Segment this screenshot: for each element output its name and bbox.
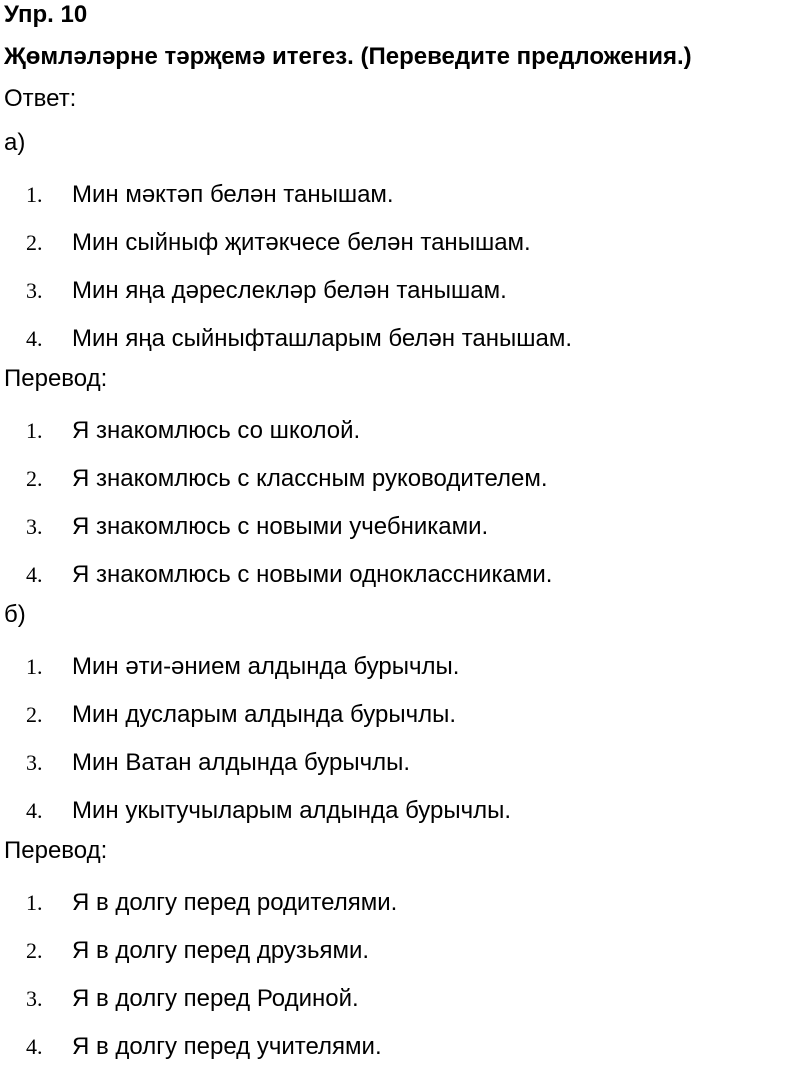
list-item: [4, 220, 800, 268]
item-number: 1.: [26, 418, 43, 443]
list-item: [4, 880, 800, 928]
exercise-title: Упр. 10: [4, 1, 88, 28]
item-text: Я знакомлюсь с новыми учебниками.: [72, 513, 489, 540]
item-text: Я в долгу перед родителями.: [72, 889, 398, 916]
item-text: Мин сыйныф җитәкчесе белән танышам.: [72, 229, 531, 256]
list-item: [4, 504, 800, 552]
list-item: [4, 740, 800, 788]
item-number: 1.: [26, 890, 43, 915]
list-item: [4, 644, 800, 692]
item-number: 2.: [26, 466, 43, 491]
item-text: Мин дусларым алдында бурычлы.: [72, 701, 457, 728]
list-item: [4, 408, 800, 456]
item-text: Я в долгу перед друзьями.: [72, 937, 370, 964]
item-text: Я знакомлюсь с классным руководителем.: [72, 465, 548, 492]
list-item: [4, 788, 800, 836]
item-number: 2.: [26, 230, 43, 255]
answer-label: Ответ:: [4, 85, 77, 112]
item-number: 2.: [26, 938, 43, 963]
section-b-label: б): [4, 601, 26, 628]
item-number: 3.: [26, 278, 43, 303]
item-text: Я знакомлюсь с новыми одноклассниками.: [72, 561, 553, 588]
item-text: Мин укытучыларым алдында бурычлы.: [72, 797, 512, 824]
item-number: 3.: [26, 750, 43, 775]
item-text: Я в долгу перед учителями.: [72, 1033, 382, 1060]
list-item: [4, 692, 800, 740]
item-number: 1.: [26, 654, 43, 679]
section-a-original-list: [4, 172, 800, 364]
list-item: [4, 456, 800, 504]
section-b-original-list: [4, 644, 800, 836]
list-item: [4, 316, 800, 364]
item-number: 4.: [26, 326, 43, 351]
task-instruction: Җөмләләрне тәрҗемә итегез. (Переведите предложения.): [4, 43, 692, 70]
item-text: Я знакомлюсь со школой.: [72, 417, 361, 444]
item-number: 1.: [26, 182, 43, 207]
item-number: 4.: [26, 562, 43, 587]
list-item: [4, 976, 800, 1024]
item-text: Мин яңа дәреслекләр белән танышам.: [72, 277, 507, 304]
section-a-translation-label: Перевод:: [4, 365, 108, 392]
section-a-label: а): [4, 129, 26, 156]
list-item: [4, 268, 800, 316]
item-number: 2.: [26, 702, 43, 727]
list-item: [4, 172, 800, 220]
section-b-translation-label: Перевод:: [4, 837, 108, 864]
section-a-translation-list: [4, 408, 800, 600]
item-text: Я в долгу перед Родиной.: [72, 985, 359, 1012]
item-text: Мин Ватан алдында бурычлы.: [72, 749, 410, 776]
item-text: Мин әти-әнием алдында бурычлы.: [72, 653, 460, 680]
list-item: [4, 1024, 800, 1072]
item-number: 4.: [26, 1034, 43, 1059]
item-number: 3.: [26, 986, 43, 1011]
section-b-translation-list: [4, 880, 800, 1072]
list-item: [4, 552, 800, 600]
list-item: [4, 928, 800, 976]
item-text: Мин мәктәп белән танышам.: [72, 181, 394, 208]
item-text: Мин яңа сыйныфташларым белән танышам.: [72, 325, 573, 352]
item-number: 3.: [26, 514, 43, 539]
item-number: 4.: [26, 798, 43, 823]
